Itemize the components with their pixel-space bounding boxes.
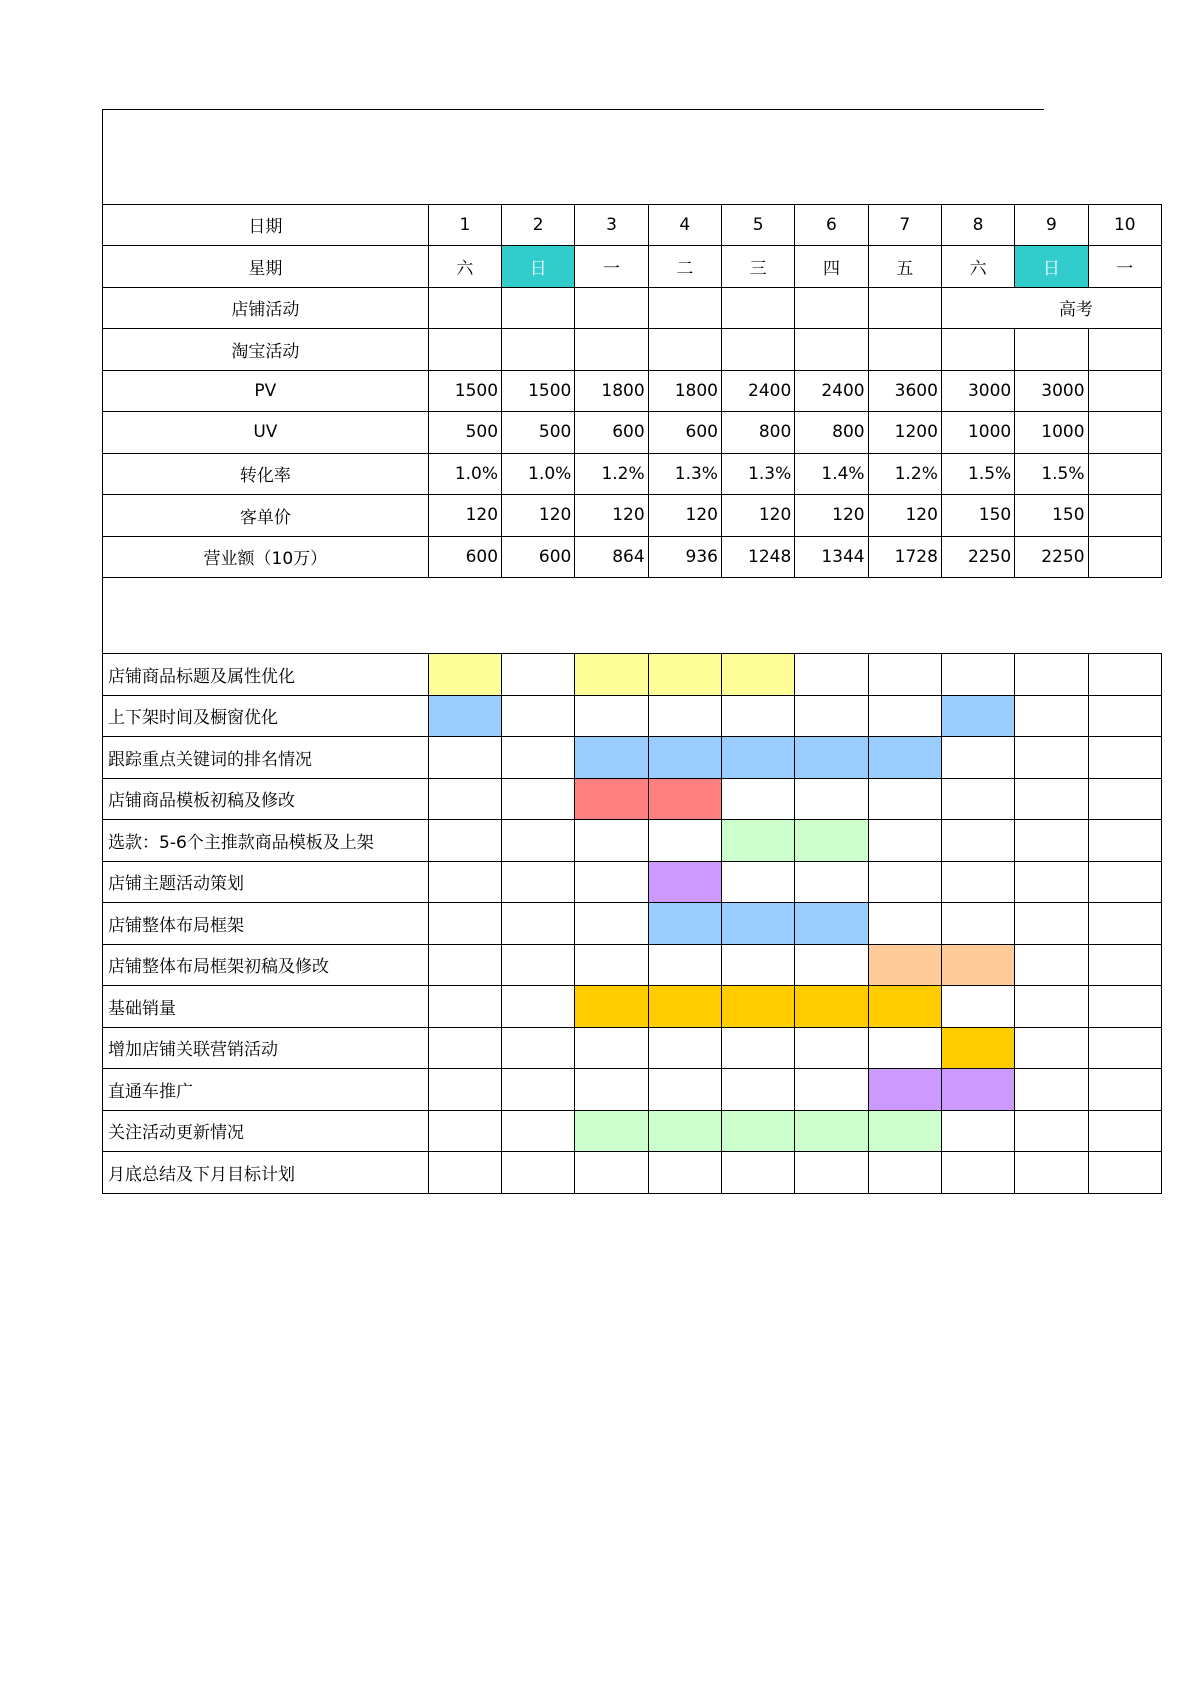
task-cell[interactable] <box>941 1110 1014 1152</box>
metric-cell[interactable] <box>1088 495 1161 537</box>
metric-cell[interactable] <box>1015 329 1088 371</box>
task-cell[interactable] <box>502 903 575 945</box>
task-row <box>103 820 1162 862</box>
schedule-table <box>102 110 1162 1194</box>
task-label[interactable]: 店铺主题活动策划 <box>103 861 429 903</box>
task-cell[interactable] <box>1088 1110 1161 1152</box>
task-cell[interactable] <box>575 944 648 986</box>
section-gap-cell[interactable] <box>103 578 1162 654</box>
task-fill-cell[interactable] <box>575 737 648 779</box>
task-row <box>103 1152 1162 1194</box>
task-cell[interactable] <box>721 1027 794 1069</box>
title-row <box>103 110 1162 204</box>
task-label[interactable]: 直通车推广 <box>103 1069 429 1111</box>
metric-cell[interactable]: 1500 <box>428 370 501 412</box>
weekday-cell-sunday[interactable]: 日 <box>502 246 575 288</box>
task-cell[interactable] <box>502 695 575 737</box>
task-row <box>103 654 1162 696</box>
task-cell[interactable] <box>1088 695 1161 737</box>
task-cell[interactable] <box>1015 1152 1088 1194</box>
task-cell[interactable] <box>502 986 575 1028</box>
metric-cell[interactable]: 1344 <box>795 536 868 578</box>
task-cell[interactable] <box>428 1069 501 1111</box>
metric-cell[interactable] <box>721 329 794 371</box>
metric-cell[interactable]: 2400 <box>721 370 794 412</box>
task-cell[interactable] <box>721 695 794 737</box>
metric-cell[interactable]: 120 <box>648 495 721 537</box>
task-cell[interactable] <box>575 861 648 903</box>
metric-cell[interactable]: 2400 <box>795 370 868 412</box>
metric-cell[interactable]: 600 <box>502 536 575 578</box>
metric-cell[interactable] <box>1088 370 1161 412</box>
task-fill-cell[interactable] <box>721 903 794 945</box>
task-fill-cell[interactable] <box>648 903 721 945</box>
metric-row <box>103 536 1162 578</box>
task-row <box>103 903 1162 945</box>
metric-cell[interactable] <box>868 287 941 329</box>
metric-cell[interactable]: 120 <box>502 495 575 537</box>
task-cell[interactable] <box>795 1069 868 1111</box>
weekday-cell-sunday[interactable]: 日 <box>1015 246 1088 288</box>
task-fill-cell[interactable] <box>575 986 648 1028</box>
task-cell[interactable] <box>721 861 794 903</box>
task-cell[interactable] <box>502 1027 575 1069</box>
metric-cell[interactable] <box>941 329 1014 371</box>
task-label[interactable]: 跟踪重点关键词的排名情况 <box>103 737 429 779</box>
metric-cell[interactable] <box>428 287 501 329</box>
task-fill-cell[interactable] <box>648 654 721 696</box>
metric-cell[interactable]: 600 <box>648 412 721 454</box>
metric-label[interactable]: 营业额（10万） <box>103 536 429 578</box>
task-label[interactable]: 关注活动更新情况 <box>103 1110 429 1152</box>
metric-cell[interactable]: 1.4% <box>795 453 868 495</box>
task-cell[interactable] <box>1015 778 1088 820</box>
task-label[interactable]: 基础销量 <box>103 986 429 1028</box>
metric-cell[interactable]: 120 <box>795 495 868 537</box>
task-fill-cell[interactable] <box>941 695 1014 737</box>
metric-cell[interactable]: 1800 <box>648 370 721 412</box>
metric-cell[interactable]: 120 <box>575 495 648 537</box>
task-cell[interactable] <box>1015 986 1088 1028</box>
task-cell[interactable] <box>428 1027 501 1069</box>
task-fill-cell[interactable] <box>648 778 721 820</box>
task-fill-cell[interactable] <box>795 903 868 945</box>
task-cell[interactable] <box>721 1069 794 1111</box>
metric-label[interactable]: 淘宝活动 <box>103 329 429 371</box>
task-cell[interactable] <box>575 903 648 945</box>
date-cell[interactable]: 1 <box>428 204 501 246</box>
task-fill-cell[interactable] <box>575 778 648 820</box>
metric-cell[interactable]: 150 <box>941 495 1014 537</box>
date-cell[interactable]: 7 <box>868 204 941 246</box>
task-label[interactable]: 店铺商品标题及属性优化 <box>103 654 429 696</box>
section-gap-row <box>103 578 1162 654</box>
metric-cell[interactable]: 1.3% <box>648 453 721 495</box>
task-cell[interactable] <box>795 861 868 903</box>
metric-cell[interactable]: 1000 <box>941 412 1014 454</box>
task-cell[interactable] <box>575 695 648 737</box>
metric-cell[interactable]: 1500 <box>502 370 575 412</box>
task-fill-cell[interactable] <box>721 1110 794 1152</box>
metric-cell[interactable]: 500 <box>428 412 501 454</box>
weekday-cell[interactable]: 一 <box>1088 246 1161 288</box>
metric-row <box>103 370 1162 412</box>
metric-cell[interactable] <box>1088 453 1161 495</box>
task-cell[interactable] <box>868 778 941 820</box>
task-cell[interactable] <box>941 861 1014 903</box>
metric-cell[interactable] <box>868 329 941 371</box>
task-cell[interactable] <box>1015 944 1088 986</box>
shop-activity-note[interactable]: 高考 <box>941 287 1161 329</box>
task-cell[interactable] <box>1088 944 1161 986</box>
task-cell[interactable] <box>428 820 501 862</box>
task-fill-cell[interactable] <box>868 737 941 779</box>
task-cell[interactable] <box>1088 778 1161 820</box>
schedule-sheet <box>102 109 1136 1194</box>
task-cell[interactable] <box>648 944 721 986</box>
date-cell[interactable]: 6 <box>795 204 868 246</box>
task-cell[interactable] <box>648 695 721 737</box>
task-label[interactable]: 店铺整体布局框架 <box>103 903 429 945</box>
weekday-cell[interactable]: 一 <box>575 246 648 288</box>
task-row <box>103 1069 1162 1111</box>
task-cell[interactable] <box>868 1152 941 1194</box>
metric-cell[interactable] <box>648 329 721 371</box>
date-cell[interactable]: 2 <box>502 204 575 246</box>
metric-cell[interactable]: 1200 <box>868 412 941 454</box>
metric-cell[interactable] <box>721 287 794 329</box>
metric-label[interactable]: 转化率 <box>103 453 429 495</box>
task-fill-cell[interactable] <box>941 944 1014 986</box>
task-label[interactable]: 店铺商品模板初稿及修改 <box>103 778 429 820</box>
metric-label[interactable]: 客单价 <box>103 495 429 537</box>
task-fill-cell[interactable] <box>795 1110 868 1152</box>
task-cell[interactable] <box>1088 1152 1161 1194</box>
weekday-cell[interactable]: 五 <box>868 246 941 288</box>
task-fill-cell[interactable] <box>868 1110 941 1152</box>
task-cell[interactable] <box>1015 737 1088 779</box>
task-label[interactable]: 上下架时间及橱窗优化 <box>103 695 429 737</box>
weekday-cell[interactable]: 四 <box>795 246 868 288</box>
metric-cell[interactable] <box>648 287 721 329</box>
task-fill-cell[interactable] <box>795 737 868 779</box>
task-cell[interactable] <box>428 1110 501 1152</box>
task-cell[interactable] <box>428 861 501 903</box>
task-fill-cell[interactable] <box>721 820 794 862</box>
task-fill-cell[interactable] <box>575 654 648 696</box>
task-row <box>103 737 1162 779</box>
task-cell[interactable] <box>1015 1027 1088 1069</box>
task-cell[interactable] <box>1015 1110 1088 1152</box>
task-cell[interactable] <box>1015 903 1088 945</box>
date-cell[interactable]: 4 <box>648 204 721 246</box>
task-cell[interactable] <box>502 861 575 903</box>
metric-cell[interactable] <box>795 329 868 371</box>
metric-cell[interactable]: 120 <box>721 495 794 537</box>
task-cell[interactable] <box>1088 861 1161 903</box>
metric-row <box>103 329 1162 371</box>
metric-cell[interactable]: 1000 <box>1015 412 1088 454</box>
metric-cell[interactable]: 1248 <box>721 536 794 578</box>
task-row <box>103 1027 1162 1069</box>
task-cell[interactable] <box>941 820 1014 862</box>
task-cell[interactable] <box>1088 737 1161 779</box>
task-cell[interactable] <box>795 1027 868 1069</box>
task-fill-cell[interactable] <box>721 654 794 696</box>
metric-cell[interactable]: 1.0% <box>428 453 501 495</box>
task-cell[interactable] <box>795 778 868 820</box>
task-cell[interactable] <box>502 737 575 779</box>
metric-cell[interactable]: 500 <box>502 412 575 454</box>
metric-cell[interactable]: 600 <box>428 536 501 578</box>
metric-cell[interactable]: 1800 <box>575 370 648 412</box>
task-fill-cell[interactable] <box>721 737 794 779</box>
date-row <box>103 204 1162 246</box>
task-cell[interactable] <box>795 944 868 986</box>
metric-cell[interactable]: 3000 <box>1015 370 1088 412</box>
date-cell[interactable]: 9 <box>1015 204 1088 246</box>
metric-row <box>103 287 1162 329</box>
metric-cell[interactable] <box>502 329 575 371</box>
task-cell[interactable] <box>941 737 1014 779</box>
weekday-cell[interactable]: 六 <box>428 246 501 288</box>
task-cell[interactable] <box>1015 695 1088 737</box>
task-cell[interactable] <box>1088 1027 1161 1069</box>
weekday-cell[interactable]: 六 <box>941 246 1014 288</box>
task-cell[interactable] <box>428 903 501 945</box>
task-cell[interactable] <box>1015 1069 1088 1111</box>
task-fill-cell[interactable] <box>868 944 941 986</box>
task-cell[interactable] <box>1015 820 1088 862</box>
task-cell[interactable] <box>721 1152 794 1194</box>
task-fill-cell[interactable] <box>795 820 868 862</box>
metric-cell[interactable] <box>1088 329 1161 371</box>
task-row <box>103 778 1162 820</box>
metric-cell[interactable]: 600 <box>575 412 648 454</box>
task-fill-cell[interactable] <box>795 986 868 1028</box>
metric-cell[interactable]: 2250 <box>1015 536 1088 578</box>
date-label[interactable]: 日期 <box>103 204 429 246</box>
task-fill-cell[interactable] <box>648 986 721 1028</box>
task-cell[interactable] <box>868 861 941 903</box>
metric-cell[interactable] <box>795 287 868 329</box>
task-cell[interactable] <box>428 778 501 820</box>
task-fill-cell[interactable] <box>428 695 501 737</box>
task-cell[interactable] <box>648 1027 721 1069</box>
metric-cell[interactable] <box>575 287 648 329</box>
task-label[interactable]: 月底总结及下月目标计划 <box>103 1152 429 1194</box>
task-cell[interactable] <box>1088 820 1161 862</box>
task-cell[interactable] <box>941 1152 1014 1194</box>
date-cell[interactable]: 3 <box>575 204 648 246</box>
metric-cell[interactable]: 150 <box>1015 495 1088 537</box>
weekday-label[interactable]: 星期 <box>103 246 429 288</box>
task-cell[interactable] <box>941 778 1014 820</box>
task-cell[interactable] <box>502 778 575 820</box>
metric-row <box>103 412 1162 454</box>
metric-cell[interactable]: 936 <box>648 536 721 578</box>
metric-cell[interactable]: 1.5% <box>941 453 1014 495</box>
task-row <box>103 695 1162 737</box>
metric-label[interactable]: 店铺活动 <box>103 287 429 329</box>
task-cell[interactable] <box>868 820 941 862</box>
task-label[interactable]: 增加店铺关联营销活动 <box>103 1027 429 1069</box>
metric-cell[interactable]: 1.3% <box>721 453 794 495</box>
task-fill-cell[interactable] <box>941 1069 1014 1111</box>
task-fill-cell[interactable] <box>575 1110 648 1152</box>
metric-cell[interactable]: 800 <box>721 412 794 454</box>
task-cell[interactable] <box>502 1110 575 1152</box>
date-cell[interactable]: 8 <box>941 204 1014 246</box>
task-cell[interactable] <box>721 944 794 986</box>
task-fill-cell[interactable] <box>648 861 721 903</box>
date-cell[interactable]: 10 <box>1088 204 1161 246</box>
task-cell[interactable] <box>868 695 941 737</box>
metric-cell[interactable]: 864 <box>575 536 648 578</box>
task-fill-cell[interactable] <box>648 737 721 779</box>
metric-cell[interactable] <box>1088 536 1161 578</box>
task-fill-cell[interactable] <box>721 986 794 1028</box>
task-fill-cell[interactable] <box>941 1027 1014 1069</box>
task-fill-cell[interactable] <box>428 654 501 696</box>
weekday-cell[interactable]: 三 <box>721 246 794 288</box>
metric-cell[interactable]: 120 <box>428 495 501 537</box>
task-cell[interactable] <box>868 654 941 696</box>
metric-cell[interactable]: 120 <box>868 495 941 537</box>
task-cell[interactable] <box>648 820 721 862</box>
task-cell[interactable] <box>1088 903 1161 945</box>
weekday-row <box>103 246 1162 288</box>
task-cell[interactable] <box>1015 654 1088 696</box>
task-cell[interactable] <box>502 1152 575 1194</box>
task-cell[interactable] <box>1015 861 1088 903</box>
date-cell[interactable]: 5 <box>721 204 794 246</box>
metric-cell[interactable]: 1.2% <box>868 453 941 495</box>
task-cell[interactable] <box>941 986 1014 1028</box>
task-fill-cell[interactable] <box>868 986 941 1028</box>
metric-cell[interactable] <box>428 329 501 371</box>
task-row <box>103 861 1162 903</box>
task-cell[interactable] <box>502 820 575 862</box>
task-row <box>103 944 1162 986</box>
weekday-cell[interactable]: 二 <box>648 246 721 288</box>
metric-cell[interactable]: 1728 <box>868 536 941 578</box>
title-cell[interactable] <box>103 110 1162 204</box>
task-cell[interactable] <box>795 695 868 737</box>
task-cell[interactable] <box>428 986 501 1028</box>
task-cell[interactable] <box>868 903 941 945</box>
task-fill-cell[interactable] <box>648 1110 721 1152</box>
metric-row <box>103 453 1162 495</box>
metric-label[interactable]: UV <box>103 412 429 454</box>
metric-cell[interactable] <box>502 287 575 329</box>
task-cell[interactable] <box>941 654 1014 696</box>
task-cell[interactable] <box>575 1069 648 1111</box>
task-cell[interactable] <box>941 903 1014 945</box>
task-cell[interactable] <box>868 1027 941 1069</box>
metric-label[interactable]: PV <box>103 370 429 412</box>
task-cell[interactable] <box>575 1152 648 1194</box>
task-cell[interactable] <box>502 944 575 986</box>
task-cell[interactable] <box>428 737 501 779</box>
task-cell[interactable] <box>1088 1069 1161 1111</box>
task-cell[interactable] <box>648 1152 721 1194</box>
task-cell[interactable] <box>795 654 868 696</box>
task-label[interactable]: 选款：5-6个主推款商品模板及上架 <box>103 820 429 862</box>
task-cell[interactable] <box>428 1152 501 1194</box>
metric-cell[interactable]: 800 <box>795 412 868 454</box>
task-row <box>103 986 1162 1028</box>
task-cell[interactable] <box>428 944 501 986</box>
metric-cell[interactable] <box>575 329 648 371</box>
metric-cell[interactable]: 1.2% <box>575 453 648 495</box>
metric-cell[interactable]: 1.0% <box>502 453 575 495</box>
metric-cell[interactable]: 3600 <box>868 370 941 412</box>
task-cell[interactable] <box>795 1152 868 1194</box>
metric-row <box>103 495 1162 537</box>
metric-cell[interactable]: 3000 <box>941 370 1014 412</box>
task-cell[interactable] <box>502 1069 575 1111</box>
task-cell[interactable] <box>721 778 794 820</box>
task-cell[interactable] <box>575 1027 648 1069</box>
task-label[interactable]: 店铺整体布局框架初稿及修改 <box>103 944 429 986</box>
task-cell[interactable] <box>575 820 648 862</box>
task-fill-cell[interactable] <box>868 1069 941 1111</box>
task-row <box>103 1110 1162 1152</box>
metric-cell[interactable]: 2250 <box>941 536 1014 578</box>
task-cell[interactable] <box>648 1069 721 1111</box>
metric-cell[interactable]: 1.5% <box>1015 453 1088 495</box>
task-cell[interactable] <box>502 654 575 696</box>
task-cell[interactable] <box>1088 654 1161 696</box>
task-cell[interactable] <box>1088 986 1161 1028</box>
metric-cell[interactable] <box>1088 412 1161 454</box>
